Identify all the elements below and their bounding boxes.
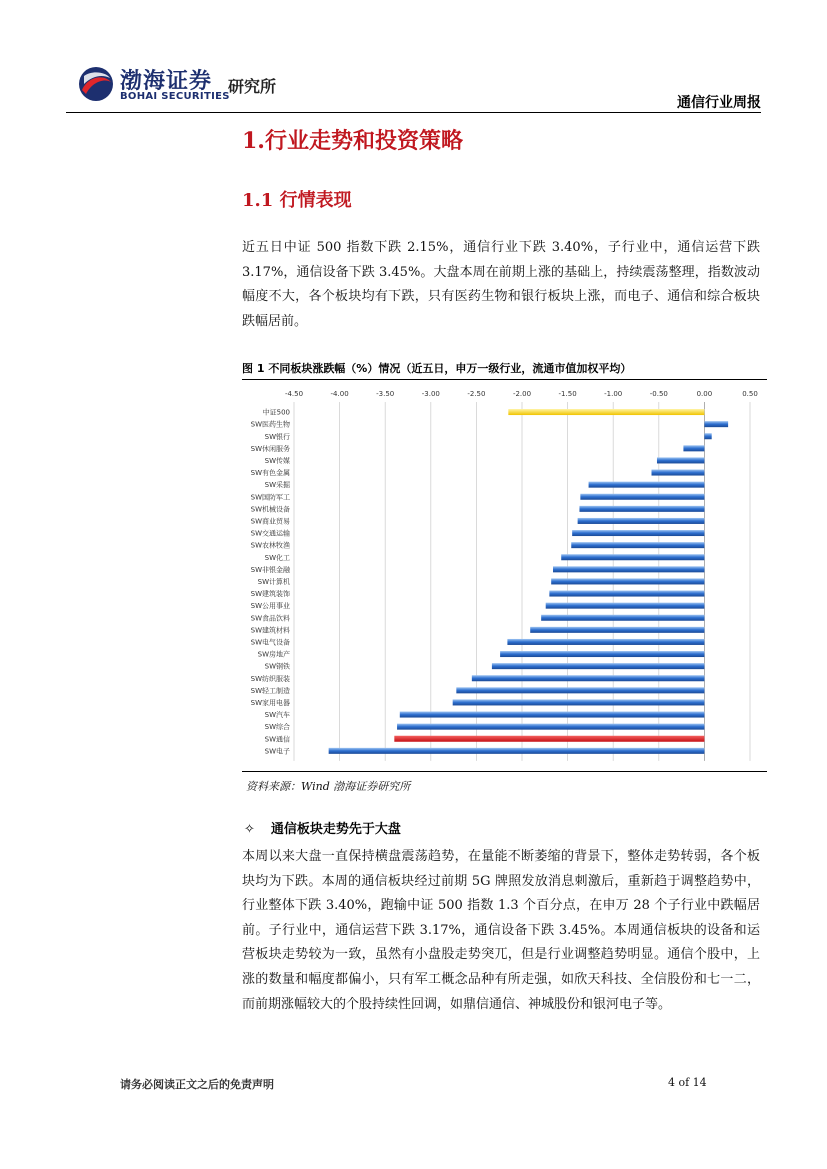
bar (572, 530, 704, 536)
report-type: 通信行业周报 (677, 95, 761, 111)
category-label: SW银行 (264, 432, 290, 441)
category-label: SW综合 (264, 723, 290, 732)
x-tick-label: -1.00 (604, 390, 623, 398)
category-label: SW机械设备 (250, 505, 290, 514)
category-label: SW电气设备 (250, 638, 290, 647)
bar (397, 724, 704, 730)
x-tick-label: -0.50 (649, 390, 668, 398)
bar (541, 615, 704, 621)
category-label: SW医药生物 (250, 420, 290, 429)
category-label: SW交通运输 (250, 529, 290, 538)
category-label: SW休闲服务 (250, 444, 290, 453)
section-heading: 1.行业走势和投资策略 (242, 128, 463, 154)
bar (589, 482, 705, 488)
bar (578, 518, 705, 524)
bar (394, 736, 704, 742)
x-tick-label: -4.00 (330, 390, 349, 398)
sector-change-chart (242, 382, 802, 772)
page-number: 4 of 14 (668, 1076, 707, 1089)
chart-x-ticks (285, 390, 758, 398)
x-tick-label: 0.00 (696, 390, 713, 398)
category-label: SW有色金属 (250, 469, 290, 478)
bar (683, 445, 704, 451)
bar (704, 421, 728, 427)
figure-top-rule (242, 379, 767, 380)
bar (580, 494, 704, 500)
logo-swirl-icon (78, 64, 114, 104)
bar (456, 687, 704, 693)
category-label: SW汽车 (264, 711, 290, 720)
category-label: SW化工 (264, 553, 290, 562)
category-label: SW商业贸易 (250, 517, 290, 526)
x-tick-label: -4.50 (284, 390, 304, 398)
subsection-heading: 1.1 行情表现 (242, 190, 352, 211)
figure-source: 资料来源：Wind 渤海证券研究所 (246, 780, 411, 793)
bar (579, 506, 704, 512)
subheading-text: 通信板块走势先于大盘 (270, 822, 401, 837)
category-label: SW钢铁 (264, 662, 290, 671)
bar (329, 748, 705, 754)
category-label: SW轻工制造 (250, 686, 290, 695)
footer-disclaimer: 请务必阅读正文之后的免责声明 (120, 1078, 274, 1091)
category-label: SW非银金融 (250, 565, 290, 574)
bar (500, 651, 704, 657)
figure-title: 图 1 不同板块涨跌幅（%）情况（近五日，申万一级行业，流通市值加权平均） (242, 362, 632, 375)
figure-bottom-rule (242, 771, 767, 772)
chart-category-labels (251, 408, 291, 756)
category-label: SW纺织服装 (250, 674, 290, 683)
x-tick-label: -2.00 (512, 390, 532, 398)
diamond-bullet-icon: ✧ (244, 822, 255, 837)
x-tick-label: -2.50 (467, 390, 486, 398)
bar (652, 470, 705, 476)
bullet-subheading (244, 818, 401, 837)
body-paragraph: 本周以来大盘一直保持横盘震荡趋势，在量能不断萎缩的背景下，整体走势转弱，各个板块均为下跌。本周的通信板块经过前期 5G 牌照发放消息刺激后，重新趋于调整趋势中，行业整体下跌 3.40%，跑输中证 500 指数 1.3 个百分点，在申万 28 个子行业中跌幅居前。子行业中，通信运营下跌 3.17%，通信设备下跌 3.45%。本周通信板块的设备和运营板块走势较为一致，虽然有小盘股走势突兀，但是行业调整趋势明显。通信个股中，上涨的数量和幅度都偏小，只有军工概念品种有所走强，如欣天科技、全信股份和七一二，而前期涨幅较大的个股持续性回调，如鼎信通信、神城股份和银河电子等。 (242, 849, 760, 1012)
category-label: SW建筑材料 (250, 626, 290, 635)
bar (400, 712, 705, 718)
logo-chinese: 渤海证券 (120, 68, 213, 94)
category-label: 中证500 (262, 408, 290, 417)
bar (472, 675, 705, 681)
bar (549, 591, 704, 597)
category-label: SW家用电器 (250, 698, 290, 707)
x-tick-label: 0.50 (742, 390, 758, 398)
bar (551, 578, 704, 584)
logo-english: BOHAI SECURITIES (120, 91, 230, 102)
category-label: SW房地产 (257, 650, 290, 659)
category-label: SW通信 (264, 735, 290, 744)
header-divider (66, 112, 761, 113)
bar (546, 603, 705, 609)
bar (492, 663, 704, 669)
bar (657, 457, 704, 463)
bar (530, 627, 704, 633)
intro-paragraph: 近五日中证 500 指数下跌 2.15%，通信行业下跌 3.40%，子行业中，通信运营下跌 3.17%，通信设备下跌 3.45%。大盘本周在前期上涨的基础上，持续震荡整理，指数波动幅度不大，各个板块均有下跌，只有医药生物和银行板块上涨，而电子、通信和综合板块跌幅居前。 (242, 240, 760, 329)
bar (561, 554, 704, 560)
category-label: SW公用事业 (250, 602, 290, 611)
bar (453, 699, 705, 705)
category-label: SW电子 (264, 747, 290, 756)
category-label: SW国防军工 (250, 493, 290, 502)
institute-label: 研究所 (228, 77, 277, 96)
category-label: SW农林牧渔 (250, 541, 290, 550)
category-label: SW建筑装饰 (250, 590, 290, 599)
category-label: SW计算机 (257, 577, 290, 586)
x-tick-label: -3.00 (421, 390, 440, 398)
category-label: SW传媒 (264, 456, 290, 465)
category-label: SW食品饮料 (250, 614, 290, 623)
x-tick-label: -3.50 (376, 390, 395, 398)
x-tick-label: -1.50 (558, 390, 577, 398)
bar (508, 409, 704, 415)
category-label: SW采掘 (264, 481, 290, 490)
bar (704, 433, 711, 439)
bar (571, 542, 704, 548)
company-logo (78, 64, 308, 108)
bar (553, 566, 704, 572)
chart-bars (329, 409, 728, 754)
bar (507, 639, 704, 645)
